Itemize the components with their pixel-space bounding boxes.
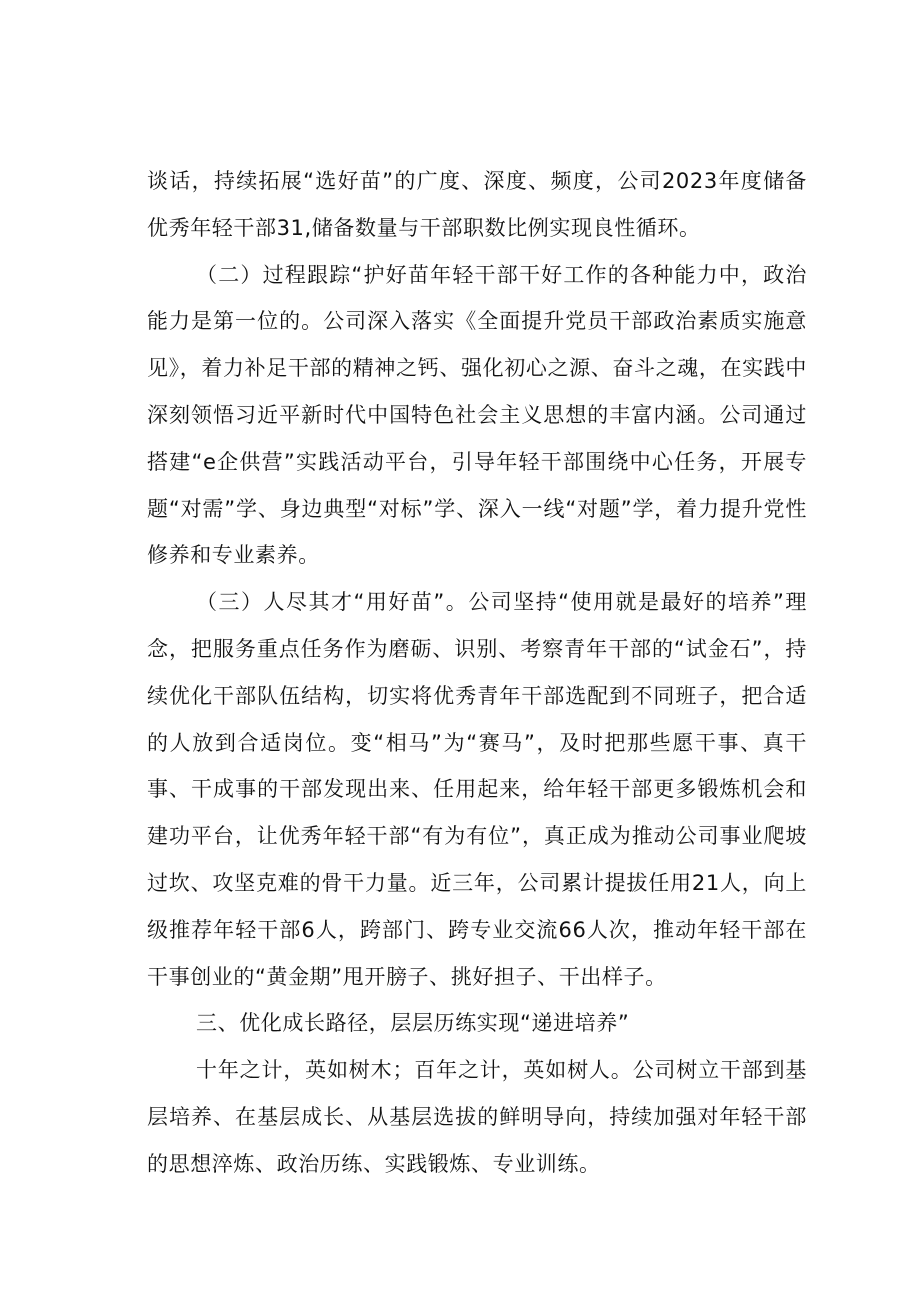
paragraph-talent-use: （三）人尽其才“用好苗”。公司坚持“使用就是最好的培养”理念，把服务重点任务作为磨砺、识别、考察青年干部的“试金石”，持续优化干部队伍结构，切实将优秀青年干部选配到不同班子，把合适的人放到合适岗位。变“相马”为“赛马”，及时把那些愿干事、真干事、干成事的干部发现出来、任用起来，给年轻干部更多锻炼机会和建功平台，让优秀年轻干部“有为有位”，真正成为推动公司事业爬坡过坎、攻坚克难的骨干力量。近三年，公司累计提拔任用21人，向上级推荐年轻干部6人，跨部门、跨专业交流66人次，推动年轻干部在干事创业的“黄金期”甩开膀子、挑好担子、干出样子。	[147, 590, 807, 989]
section-heading-growth-path: 三、优化成长路径，层层历练实现“递进培养”	[196, 1011, 630, 1036]
paragraph-continuation: 谈话，持续拓展“选好苗”的广度、深度、频度，公司2023年度储备优秀年轻干部31,储备数量与干部职数比例实现良性循环。	[147, 169, 807, 240]
document-body	[147, 158, 807, 1188]
paragraph-growth-path: 十年之计，英如树木；百年之计，英如树人。公司树立干部到基层培养、在基层成长、从基层选拔的鲜明导向，持续加强对年轻干部的思想淬炼、政治历练、实践锻炼、专业训练。	[147, 1058, 807, 1176]
paragraph-process-tracking: （二）过程跟踪“护好苗年轻干部干好工作的各种能力中，政治能力是第一位的。公司深入落实《全面提升党员干部政治素质实施意见》，着力补足干部的精神之钙、强化初心之源、奋斗之魂，在实践中深刻领悟习近平新时代中国特色社会主义思想的丰富内涵。公司通过搭建“e企供营”实践活动平台，引导年轻干部围绕中心任务，开展专题“对需”学、身边典型“对标”学、深入一线“对题”学，着力提升党性修养和专业素养。	[147, 262, 807, 568]
